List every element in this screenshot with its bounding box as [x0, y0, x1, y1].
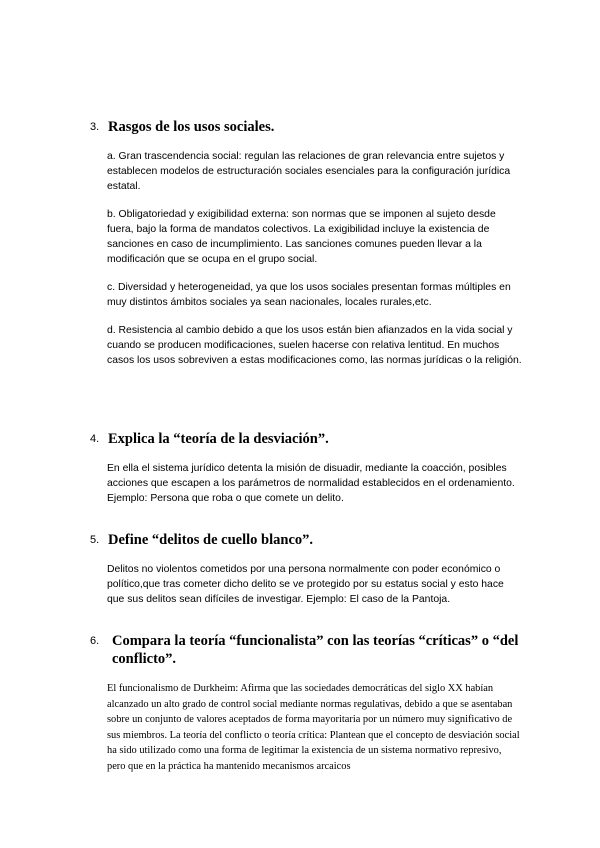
question-title: Compara la teoría “funcionalista” con las teorías “críticas” o “del conflicto”.: [112, 633, 519, 667]
answer-paragraph-c: c. Diversidad y heterogeneidad, ya que los usos sociales presentan formas múltiples en muy distintos ámbitos sociales ya sean nacionales, locales rurales,etc.: [107, 282, 511, 308]
answer-body: [90, 149, 522, 368]
answer-body: [90, 461, 522, 506]
answer-paragraph: En ella el sistema jurídico detenta la misión de disuadir, mediante la coacción, posibles acciones que escapen a los parámetros de normalidad establecidos en el ordenamiento. Ejemplo: Persona que roba o que comete un delito.: [107, 463, 515, 504]
question-5-heading: [90, 531, 522, 549]
answer-body: [90, 562, 522, 607]
question-number: 5.: [90, 534, 100, 546]
question-4: [90, 430, 522, 519]
question-number: 3.: [90, 121, 100, 133]
question-title: Define “delitos de cuello blanco”.: [108, 532, 314, 548]
answer-paragraph-d: d. Resistencia al cambio debido a que los usos están bien afianzados en la vida social y cuando se producen modificaciones, suelen hacerse con relativa lentitud. En muchos casos los usos sobreviven a estas modificaciones como, las normas jurídicas o la religión.: [107, 325, 522, 366]
question-title: Rasgos de los usos sociales.: [108, 119, 275, 135]
answer-paragraph: Delitos no violentos cometidos por una persona normalmente con poder económico o político,que tras cometer dicho delito se ve protegido por su estatus social y esto hace que sus delitos sean difíciles de investigar. Ejemplo: El caso de la Pantoja.: [107, 564, 504, 605]
question-6: [90, 632, 522, 774]
question-5: [90, 531, 522, 620]
answer-body: [90, 681, 522, 774]
question-title: Explica la “teoría de la desviación”.: [108, 431, 329, 447]
question-number: 4.: [90, 433, 100, 445]
question-number: 6.: [90, 635, 100, 647]
question-3-heading: [90, 118, 522, 136]
answer-paragraph-b: b. Obligatoriedad y exigibilidad externa: son normas que se imponen al sujeto desde fuera, bajo la forma de mandatos colectivos. La exigibilidad incluye la existencia de sanciones en caso de incumplimiento. Las sanciones comunes pueden llevar a la modificación que se ocupa en el grupo social.: [107, 209, 496, 265]
question-4-heading: [90, 430, 522, 448]
answer-paragraph-a: a. Gran trascendencia social: regulan las relaciones de gran relevancia entre sujetos y establecen modelos de estructuración sociales esenciales para la configuración jurídica estatal.: [107, 151, 511, 192]
answer-paragraph: El funcionalismo de Durkheim: Afirma que las sociedades democráticas del siglo XX habían alcanzado un alto grado de control social mediante normas regulativas, debido a que se asentaban sobre un conjunto de valores aceptados de forma mayoritaria por un número muy significativo de sus miembros. La teoría del conflicto o teoría crítica: Plantean que el concepto de desviación social ha sido utilizado como una forma de legitimar la existencia de un sistema normativo represivo, pero que en la práctica ha mantenido mecanismos arcaicos: [107, 683, 520, 772]
question-6-heading: [90, 632, 522, 668]
question-3: [90, 118, 522, 381]
